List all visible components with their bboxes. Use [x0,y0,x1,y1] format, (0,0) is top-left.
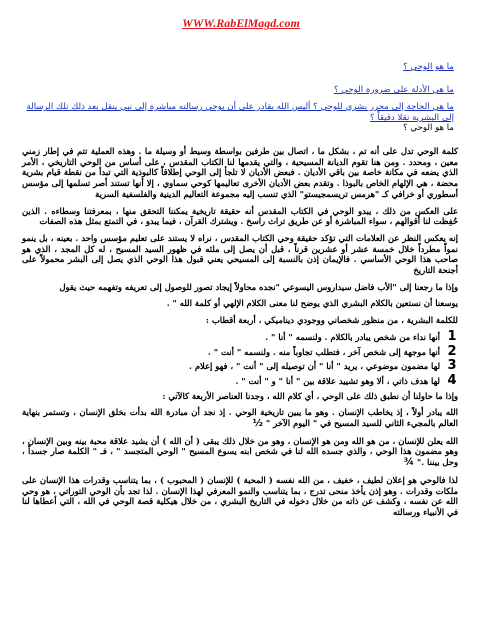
pole-item [22,328,458,344]
pole-number: 4 [447,372,457,388]
pole-item [22,343,458,359]
pole-item [22,372,458,388]
paragraph: كلمة الوحي تدل على أنه تم ، بشكل ما ، اتصال بين طرفين بواسطة وسيط أو وسيلة ما . وهذه العملية تتم في إطار زمني معين ، ومحدد . ومن هنا تقوم الديانة المسيحية ، والتي يقدمها لنا الكتاب المقدس ، على أساس من الوحي التاريخي ، الأمر الذي يضعه في مكانة خاصة بين باقي الأديان . فبعض الأديان لا تلجأ إلى الوحي إطلاقاً كالبوذية التي تبدأ من نقطة قيام بشرية محضة ، هي الإلهام الخاص بالبوذا . وتقدم بعض الأديان الأخرى تعاليمها كوحي سماوي ، إلا أنها تستند أصر تسلمها إلى مؤسس أسطوري أو خرافي كـ "هرمس تريسمجيستو" الذي تنسب إليه مجموعة التعاليم الدينية والفلسفية السرية [22,146,458,199]
pole-number: 1 [447,328,457,344]
paragraph [22,407,458,429]
pole-item [22,358,458,374]
paragraph: يوسعنا أن نستعين بالكلام البشري الذي يوضح لنا معنى الكلام الإلهي أو كلمة الله " . [166,298,458,309]
paragraph: للكلمة البشرية ، من منظور شخصاني ووجودي ديناميكي ، أربعة أقطاب : [205,315,458,326]
paragraph: وإذا ما حاولنا أن نطبق ذلك على الوحي ، أي كلام الله ، وجدنا العناصر الأربعة كالآتي : [162,390,458,401]
fraction-marker: ¾ [403,457,414,469]
link-what-is-revelation[interactable]: ما هو الوحي ؟ [403,62,454,72]
paragraph: على العكس من ذلك ، يبدو الوحي في الكتاب المقدس أنه حقيقة تاريخية يمكننا التحقق منها ، بمعرفتنا وسطاءه . الذين حُفِظت لنا أقوالهم ، سواء المباشرة أو عن طريق تراث راسخ . ويشترك القرآن ، فيما يبدو ، في التمتع بمثل هذه الصفات [22,205,458,227]
pole-number: 2 [447,343,457,359]
paragraph-text: الله يعلن للإنسان ، من هو الله ومن هو الإنسان ، وهو من خلال ذلك يبقى ( أن الله ) أن يشيد علاقة محبة بينه وبين الإنسان ، وهو مضمون هذا الوحي ، والذي جسده الله لنا في شخص ابنه يسوع المسيح " الوحي المتجسد " ، فـ " الكلمة صار جسداً ، وحل بيننا ." [22,435,458,468]
pole-text: أنها نداء من شخص يبادر بالكلام . ولنسمه " أنا " . [265,331,440,342]
paragraph-text: الله يبادر أولاً ، إذ يخاطب الإنسان . وهو ما يبين تاريخية الوحي . إذ نجد أن مبادرة الله بدأت بخلق الإنسان ، وتستمر بنهاية العالم بالمجيء الثاني للسيد المسيح في " اليوم الآخر " [22,407,458,429]
pole-text: لها هدف ذاتي ، ألا وهو تشييد علاقة بين " أنا " و " أنت " . [235,375,440,386]
paragraph [22,436,458,469]
article-body [22,146,458,524]
link-evidence-of-revelation[interactable]: ما هي الأدلة على ضرورة الوحي ؟ [333,85,454,95]
pole-text: لها مضمون موضوعي ، يريد " أنا " أن توصيله إلى " أنت " ، فهو إعلام . [189,361,440,372]
fraction-marker: ½ [252,418,263,430]
pole-number: 3 [447,358,457,374]
section-heading: ما هو الوحي ؟ [403,123,454,133]
paragraph: لذا فالوحي هو إعلان لطيف ، خفيف ، من الله نفسه ( المحبة ) للإنسان ( المحبوب ) ، بما يتناسب وقدرات هذا الإنسان على ملكات وقدرات . وهو إذن يأخذ منحى تدرج ، بما يتناسب والنمو المعرفي لهذا الإنسان . لذا تجد بأن الوحي التوراتي ، هو وحي الله عن نفسه ، وكشف عن ذاته من خلال دخوله في التاريخ البشري ، من خلال هيكلية قصة الوحي في الله ، التي أعطاها لنا في الأنبياء ورسالته [22,474,458,517]
paragraph: وإذا ما رجعنا إلى "الأب فاضل سيداروس اليسوعي "نجده محاولاً إيجاد تصور للوصول إلى تعريفه وتفهمه حيث يقول [59,281,458,292]
site-url[interactable]: WWW.RabElMagd.com [182,16,300,30]
pole-text: أنها موجهة إلى شخص آخر ، فتطلب تجاوباً منه . ولنسمه " أنت " . [207,346,440,357]
link-need-for-human-editor[interactable]: ما هي الحاجة إلى محرر بشري للوحي ؟ أليس الله بقادر على أن يوحي رسالته مباشرة إلى نبي ينقل بعد ذلك تلك الرسالة إلى البشرية نقلا دقيقاً ؟ [26,102,454,123]
question-links [24,62,454,124]
paragraph: إنه يعكس النظر عن العلامات التي تؤكد حقيقة وحي الكتاب المقدس ، نراه لا يستند على تعليم مؤسس واحد . بعينه ، بل ينمو نمواً مطرداً خلال خمسة عشر أو عشرين قرناً ، قبل أن يصل إلى ملئه في ظهور السيد المسيح ، له كل المجد ، الذي هو صاحب هذا الوحي الأساسي . فالإيمان إذن بالنسبة إلى المسيحي يعني قبول هذا الوحي الذي يصل إلى البشر محمولاً على أجنحة التاريخ [22,232,458,276]
